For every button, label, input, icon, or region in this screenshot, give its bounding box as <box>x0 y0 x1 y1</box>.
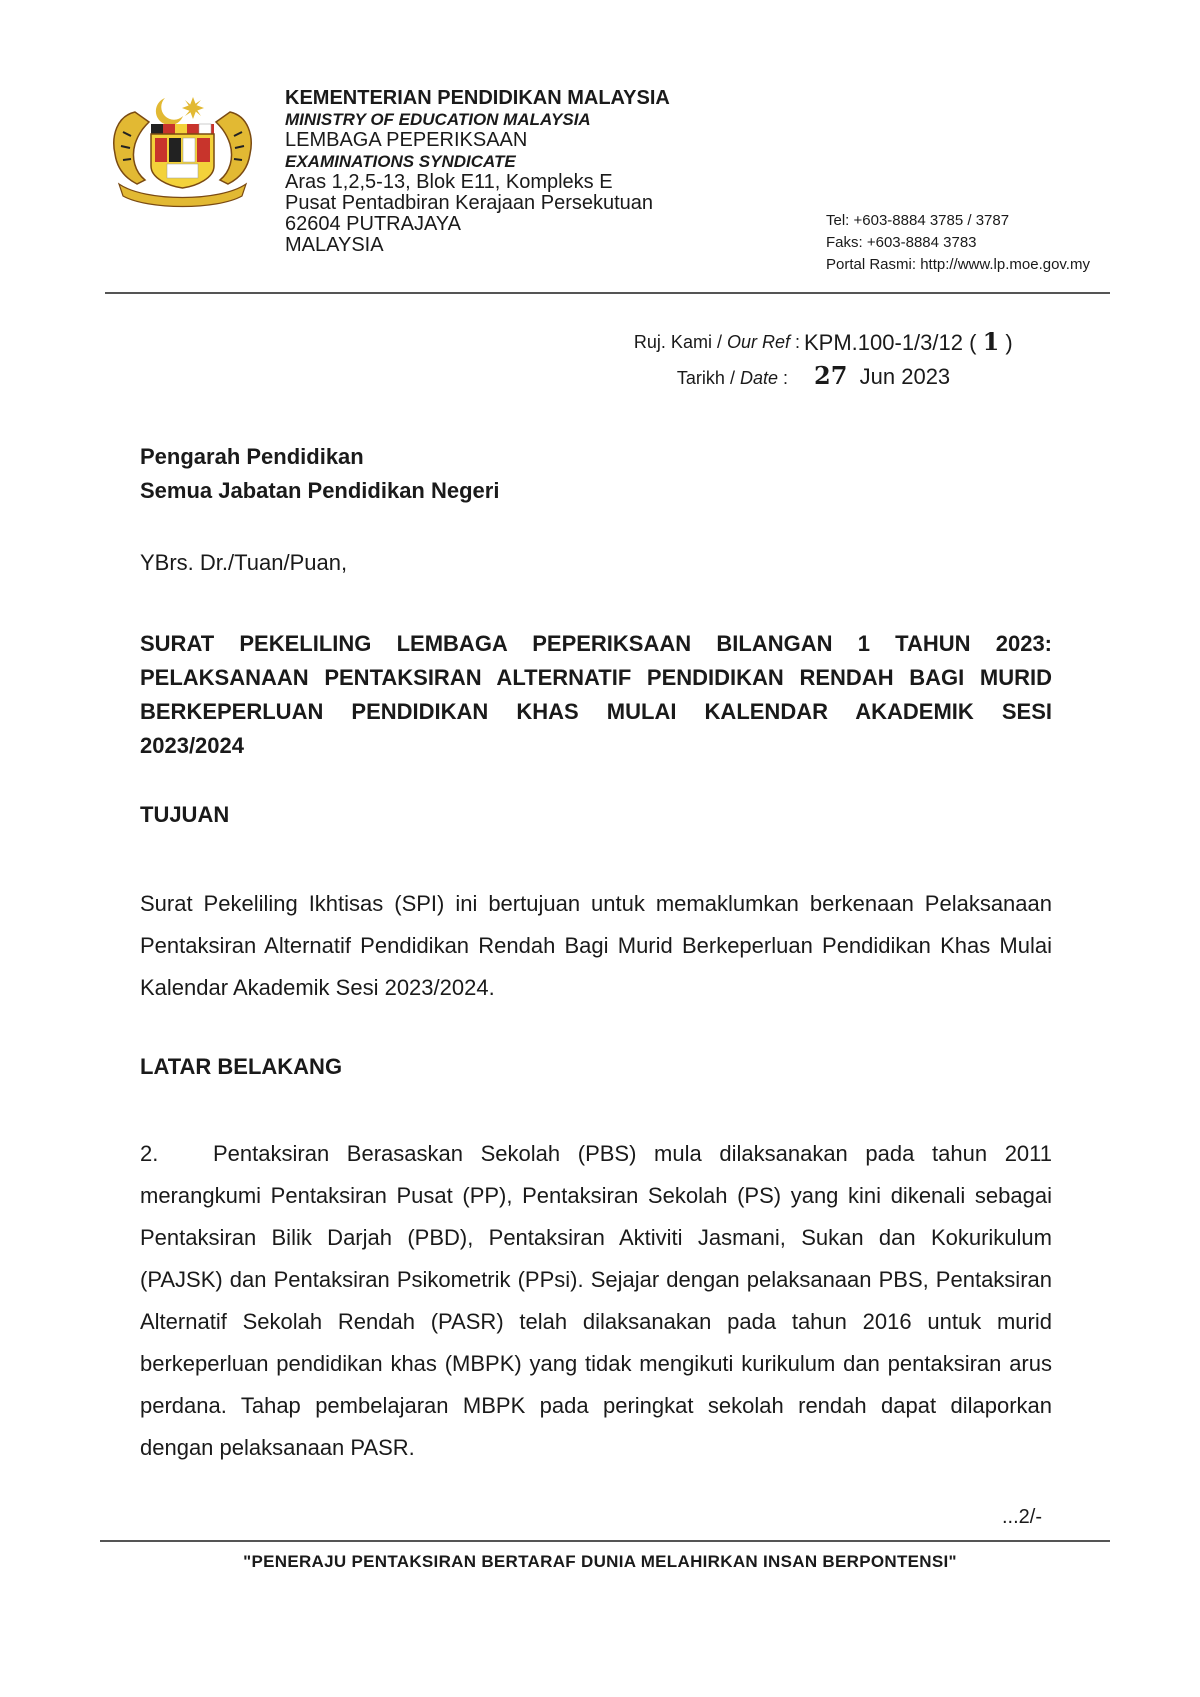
letter-subject: SURAT PEKELILING LEMBAGA PEPERIKSAAN BILANGAN 1 TAHUN 2023: PELAKSANAAN PENTAKSIRAN ALTERNATIF PENDIDIKAN RENDAH BAGI MURID BERKEPERLUAN PENDIDIKAN KHAS MULAI KALENDAR AKADEMIK SESI 2023/2024 <box>140 631 1052 758</box>
paragraph-2-text: Pentaksiran Berasaskan Sekolah (PBS) mula dilaksanakan pada tahun 2011 merangkumi Pentaksiran Pusat (PP), Pentaksiran Sekolah (PS) yang kini dikenali sebagai Pentaksiran Bilik Darjah (PBD), Pentaksiran Aktiviti Jasmani, Sukan dan Kokurikulum (PAJSK) dan Pentaksiran Psikometrik (PPsi). Sejajar dengan pelaksanaan PBS, Pentaksiran Alternatif Sekolah Rendah (PASR) telah dilaksanakan pada tahun 2016 untuk murid berkeperluan pendidikan khas (MBPK) yang tidak mengikuti kurikulum dan pentaksiran arus perdana. Tahap pembelajaran MBPK pada peringkat sekolah rendah dapat dilaporkan dengan pelaksanaan PASR. <box>140 1141 1052 1460</box>
ministry-name-ms: KEMENTERIAN PENDIDIKAN MALAYSIA <box>285 87 670 109</box>
official-portal[interactable]: Portal Rasmi: http://www.lp.moe.gov.my <box>826 256 1090 273</box>
date-label: Tarikh / Date : <box>676 368 788 388</box>
fax: Faks: +603-8884 3783 <box>826 234 977 251</box>
address-line-3: 62604 PUTRAJAYA <box>285 213 462 235</box>
recipient-line-2: Semua Jabatan Pendidikan Negeri <box>140 478 500 503</box>
recipient-address <box>140 440 1052 508</box>
address-line-4: MALAYSIA <box>285 234 384 256</box>
recipient-line-1: Pengarah Pendidikan <box>140 444 364 469</box>
salutation: YBrs. Dr./Tuan/Puan, <box>140 550 348 575</box>
date-handwritten: 27 <box>814 361 848 390</box>
page-continuation: ...2/- <box>1002 1506 1043 1528</box>
ref-label: Ruj. Kami / Our Ref : <box>633 332 800 352</box>
section-heading-latar-belakang: LATAR BELAKANG <box>140 1054 343 1079</box>
contact-info <box>826 210 1090 276</box>
paragraph-2 <box>140 1133 1052 1469</box>
address-line-2: Pusat Pentadbiran Kerajaan Persekutuan <box>285 192 654 214</box>
address-line-1: Aras 1,2,5-13, Blok E11, Kompleks E <box>285 171 613 193</box>
coat-of-arms-icon <box>105 92 260 212</box>
ministry-name-en: MINISTRY OF EDUCATION MALAYSIA <box>285 110 591 129</box>
paragraph-tujuan: Surat Pekeliling Ikhtisas (SPI) ini bertujuan untuk memaklumkan berkenaan Pelaksanaan Pentaksiran Alternatif Pendidikan Rendah Bagi Murid Berkeperluan Pendidikan Khas Mulai Kalendar Akademik Sesi 2023/2024. <box>140 891 1052 1000</box>
ref-handwritten: 1 <box>982 327 1000 356</box>
telephone: Tel: +603-8884 3785 / 3787 <box>826 212 1010 229</box>
board-name-ms: LEMBAGA PEPERIKSAAN <box>285 129 528 151</box>
header-divider <box>105 292 1110 294</box>
date-value: 27 Jun 2023 <box>814 361 951 390</box>
paragraph-number: 2. <box>140 1141 159 1166</box>
organization-header <box>285 88 670 256</box>
ref-number: KPM.100-1/3/12 ( 1 ) <box>804 327 1013 356</box>
section-heading-tujuan: TUJUAN <box>140 802 230 827</box>
footer-divider <box>100 1540 1110 1542</box>
footer-motto: "PENERAJU PENTAKSIRAN BERTARAF DUNIA MELAHIRKAN INSAN BERPONTENSI" <box>243 1552 957 1571</box>
board-name-en: EXAMINATIONS SYNDICATE <box>285 152 516 171</box>
reference-block <box>0 324 1200 404</box>
